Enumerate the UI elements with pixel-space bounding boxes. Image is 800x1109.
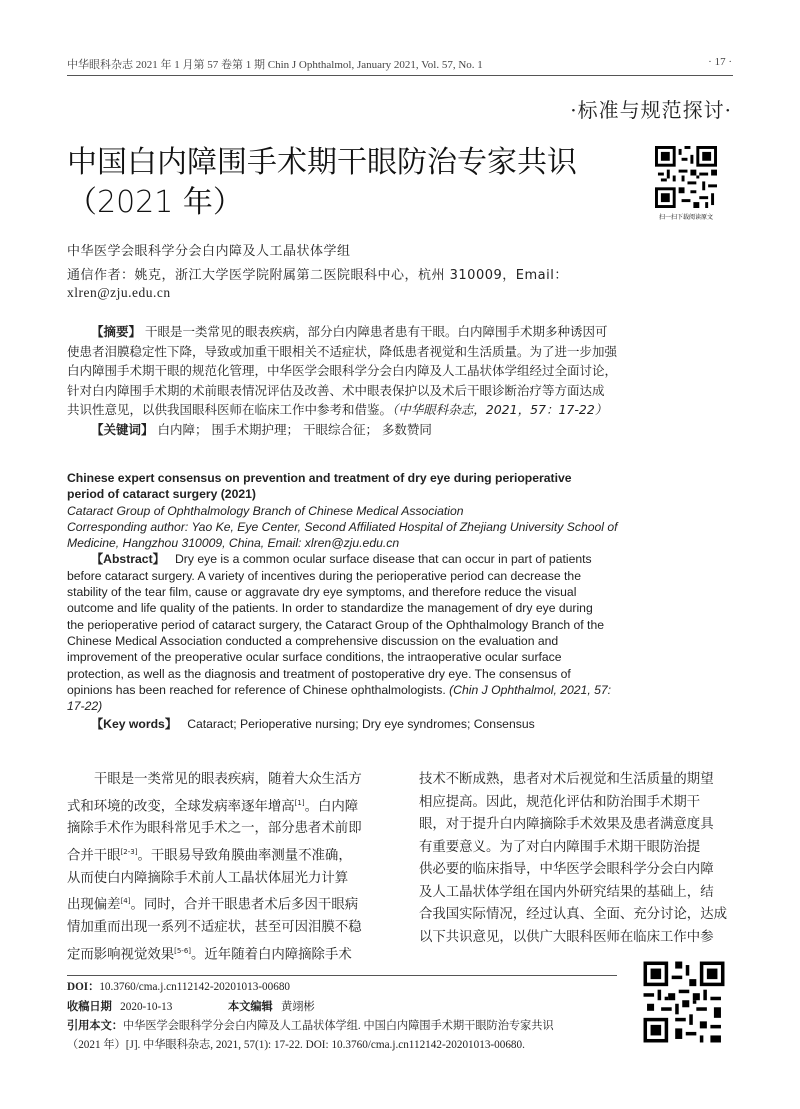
- abstract-cn: [67, 322, 733, 439]
- english-group: Cataract Group of Ophthalmology Branch of Chinese Medical Association: [67, 503, 464, 518]
- body-line-tail: 。近年随着白内障摘除手术: [191, 947, 352, 963]
- qr-code-bottom[interactable]: [640, 958, 728, 1050]
- citation-ref[interactable]: [4]: [120, 897, 131, 906]
- english-title-line-1: Chinese expert consensus on prevention and treatment of dry eye during perioperative: [67, 471, 572, 485]
- editor-name: 黄翊彬: [281, 1001, 315, 1013]
- body-line: 以下共识意见，以供广大眼科医师在临床工作中参: [419, 929, 714, 945]
- english-corr-line-2: Medicine, Hangzhou 310009, China, Email: xlren@zju.edu.cn: [67, 536, 400, 551]
- doi-label: DOI：: [67, 981, 100, 993]
- running-header: 中华眼科杂志 2021 年 1 月第 57 卷第 1 期 Chin J Ophthalmol, January 2021, Vol. 57, No. 1: [67, 59, 483, 71]
- english-abstract-line: Dry eye is a common ocular surface disease that can occur in part of patients: [175, 552, 592, 567]
- english-abstract-line: before cataract surgery. A variety of incentives during the perioperative period can decrease the: [67, 568, 581, 583]
- abstract-cn-citation: （中华眼科杂志，2021，57：17-22）: [392, 402, 608, 417]
- body-line: 有重要意义。为了对白内障围手术期干眼防治提: [419, 839, 701, 855]
- abstract-cn-line: 干眼是一类常见的眼表疾病，部分白内障患者患有干眼。白内障围手术期多种诱因可: [145, 324, 608, 339]
- doi-value[interactable]: 10.3760/cma.j.cn112142-20201013-00680: [99, 981, 291, 993]
- title-line-2: （2021 年）: [67, 185, 243, 220]
- body-line: 摘除手术作为眼科常见手术之一，部分患者术前即: [67, 821, 362, 837]
- english-keywords-label: 【Key words】: [91, 717, 178, 732]
- body-line-tail: 。同时，合并干眼患者术后多因干眼病: [130, 897, 359, 913]
- qr-code-icon: [640, 958, 728, 1046]
- page-title: [67, 143, 577, 223]
- english-abstract: [67, 470, 733, 733]
- received-line: [67, 998, 315, 1014]
- english-citation-end: 17-22): [67, 699, 103, 714]
- cite-line-1: 中华医学会眼科学分会白内障及人工晶状体学组. 中国白内障围手术期干眼防治专家共识: [122, 1020, 554, 1032]
- body-line: 从而使白内障摘除手术前人工晶状体屈光力计算: [67, 870, 349, 886]
- abstract-cn-line: 针对白内障围手术期的术前眼表情况评估及改善、术中眼表保护以及术后干眼诊断治疗等方面达成: [67, 382, 605, 398]
- editor-label: 本文编辑: [227, 1001, 273, 1013]
- citation-ref[interactable]: [1]: [294, 798, 305, 807]
- english-abstract-line: stability of the tear film, cause or aggravate dry eye symptoms, and therefore reduce the visual: [67, 585, 577, 600]
- header-rule: [67, 75, 733, 76]
- abstract-cn-line: 使患者泪膜稳定性下降，导致或加重干眼相关不适症状，降低患者视觉和生活质量。为了进一步加强: [67, 343, 618, 359]
- english-abstract-label: 【Abstract】: [91, 552, 165, 567]
- qr-code-icon: [655, 146, 717, 208]
- english-title-line-2: period of cataract surgery (2021): [67, 487, 256, 502]
- body-line: 式和环境的改变，全球发病率逐年增高: [67, 798, 295, 814]
- english-abstract-line: improvement of the preoperative ocular surface conditions, the intraoperative ocular surface: [67, 650, 562, 665]
- body-line: 情加重而出现一系列不适症状，甚至可因泪膜不稳: [67, 920, 362, 936]
- corresponding-email[interactable]: xlren@zju.edu.cn: [67, 285, 171, 300]
- english-keywords: Cataract; Perioperative nursing; Dry eye syndromes; Consensus: [187, 717, 535, 732]
- received-label: 收稿日期: [67, 1001, 112, 1013]
- corresponding-author: 通信作者：姚克，浙江大学医学院附属第二医院眼科中心，杭州 310009，Email：: [67, 268, 568, 283]
- body-line-tail: 。白内障: [304, 798, 359, 814]
- keywords-cn-label: 【关键词】: [91, 421, 154, 437]
- footer-rule: [67, 975, 617, 976]
- body-line: 眼，对于提升白内障摘除手术效果及患者满意度具: [419, 817, 714, 832]
- body-line: 合我国实际情况，经过认真、全面、充分讨论，达成: [419, 907, 727, 922]
- body-line: 相应提高。因此，规范化评估和防治围手术期干: [419, 794, 701, 810]
- citation-ref[interactable]: [2-3]: [120, 847, 138, 856]
- title-line-1: 中国白内障围手术期干眼防治专家共识: [67, 145, 577, 180]
- abstract-cn-line: 共识性意见，以供我国眼科医师在临床工作中参考和借鉴。: [67, 402, 393, 417]
- keywords-cn: 白内障； 围手术期护理； 干眼综合征； 多数赞同: [157, 421, 432, 437]
- body-column-left: [67, 769, 389, 967]
- citation-ref[interactable]: [5-6]: [174, 946, 192, 955]
- author-group: 中华医学会眼科学分会白内障及人工晶状体学组: [67, 244, 351, 259]
- english-abstract-line: the perioperative period of cataract surgery, the Cataract Group of the Ophthalmology Branch of the: [67, 617, 604, 632]
- body-line: 合并干眼: [67, 848, 121, 864]
- cite-block: [67, 1017, 627, 1055]
- body-line-tail: 。干眼易导致角膜曲率测量不准确，: [137, 848, 352, 864]
- received-date: 2020-10-13: [120, 1001, 173, 1013]
- english-corr-line-1: Corresponding author: Yao Ke, Eye Center, Second Affiliated Hospital of Zhejiang University School of: [67, 519, 618, 534]
- body-line: 及人工晶状体学组在国内外研究结果的基础上，结: [419, 884, 714, 900]
- cite-label: 引用本文：: [67, 1020, 123, 1032]
- page-number: · 17 ·: [708, 56, 732, 68]
- english-abstract-line: Chinese Medical Association conducted a comprehensive discussion on the evaluation and: [67, 633, 559, 648]
- english-abstract-line: opinions has been reached for reference of Chinese ophthalmologists.: [67, 682, 446, 697]
- body-line: 定而影响视觉效果: [67, 947, 175, 963]
- qr-code-top[interactable]: [655, 146, 717, 221]
- abstract-cn-line: 白内障围手术期干眼的规范化管理，中华医学会眼科学分会白内障及人工晶状体学组经过全面讨论，: [67, 363, 618, 378]
- english-citation: (Chin J Ophthalmol, 2021, 57:: [449, 682, 612, 697]
- body-line: 技术不断成熟，患者对术后视觉和生活质量的期望: [419, 772, 714, 787]
- doi-line: [67, 978, 290, 994]
- english-abstract-line: protection, as well as the diagnosis and treatment of postoperative dry eye. The consensus of: [67, 666, 571, 681]
- body-line: 出现偏差: [67, 897, 121, 913]
- section-label: ·标准与规范探讨·: [570, 98, 732, 122]
- cite-line-2: （2021 年）[J]. 中华眼科杂志, 2021, 57(1): 17-22. DOI: 10.3760/cma.j.cn112142-20201013-00680.: [67, 1039, 525, 1051]
- body-column-right: [419, 769, 733, 949]
- english-abstract-line: outcome and life quality of the patients. In order to standardize the management of dry eye during: [67, 601, 593, 616]
- body-line: 供必要的临床指导，中华医学会眼科学分会白内障: [419, 862, 714, 877]
- qr-caption: 扫一扫下载阅读原文: [658, 214, 713, 221]
- body-line: 干眼是一类常见的眼表疾病，随着大众生活方: [94, 772, 362, 787]
- abstract-cn-label: 【摘要】: [91, 324, 142, 339]
